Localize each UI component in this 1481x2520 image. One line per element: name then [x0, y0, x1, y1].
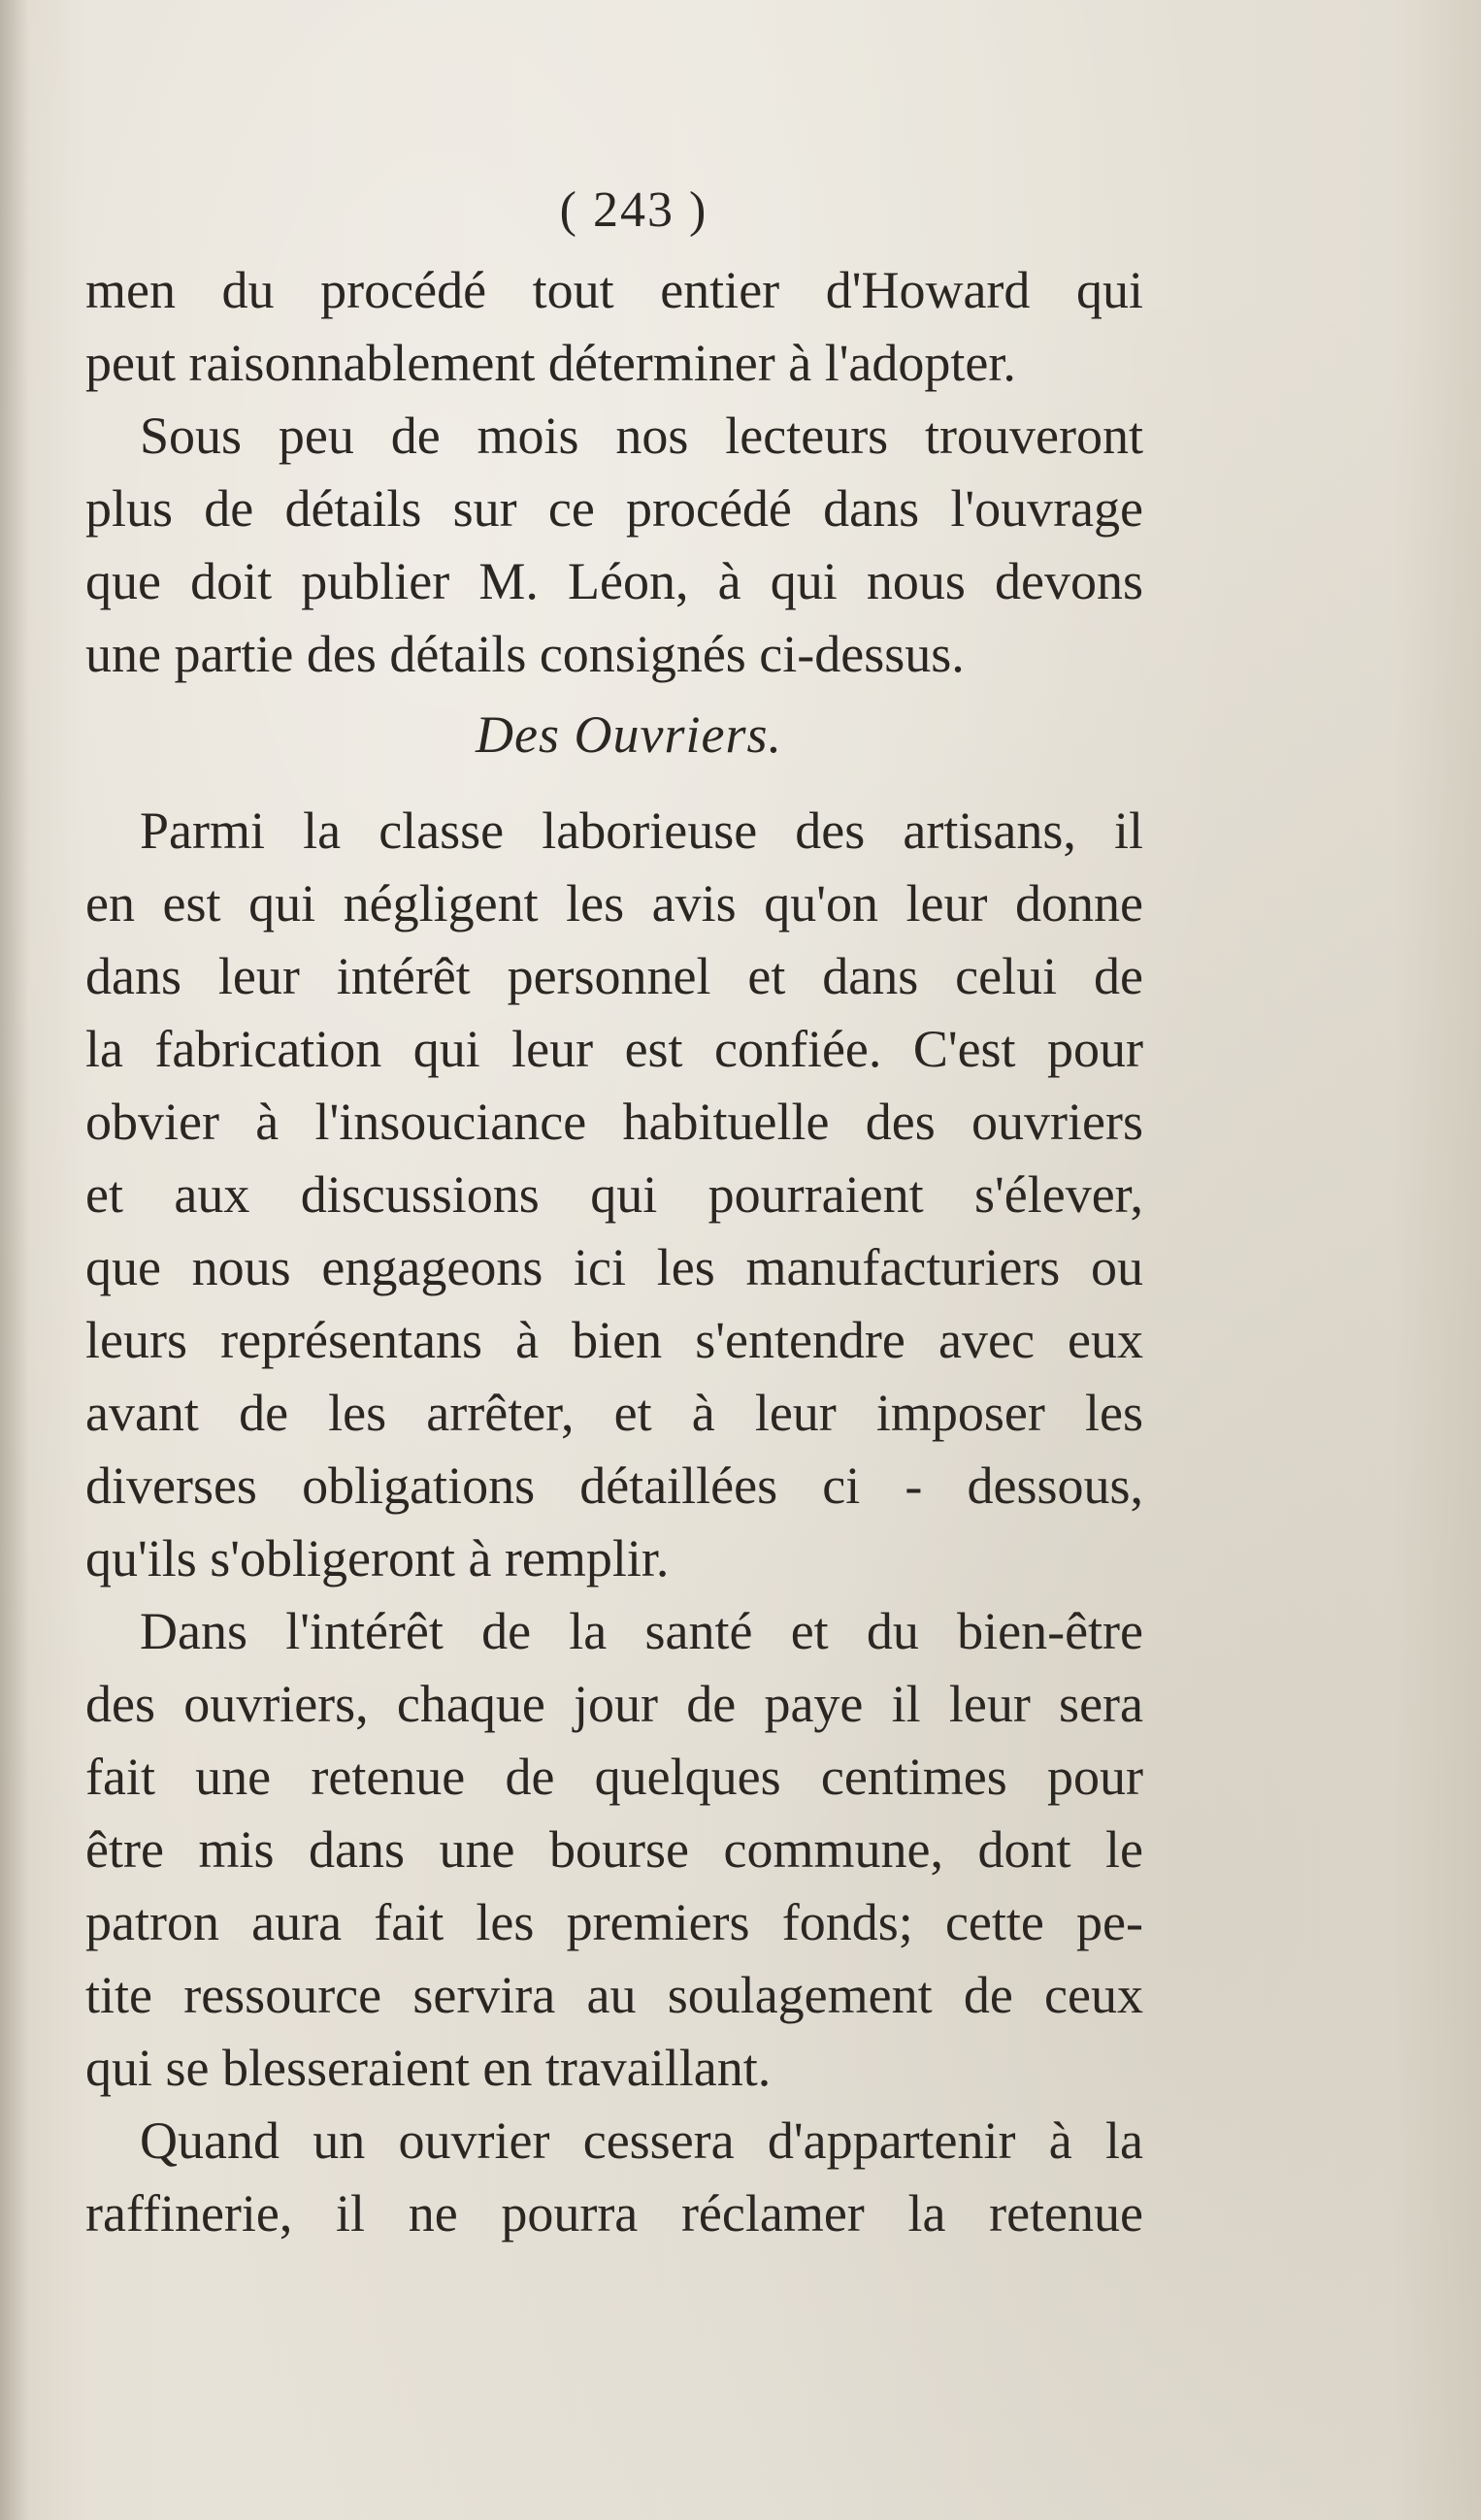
- text-line: une partie des détails consignés ci-dessus.: [85, 625, 965, 683]
- text-line: raffinerie, il ne pourra réclamer la retenue: [85, 2184, 1143, 2242]
- text-line: fait une retenue de quelques centimes pour: [85, 1748, 1143, 1806]
- text-line: être mis dans une bourse commune, dont le: [85, 1820, 1143, 1879]
- text-line: en est qui négligent les avis qu'on leur donne: [85, 874, 1143, 933]
- text-line: des ouvriers, chaque jour de paye il leur sera: [85, 1675, 1143, 1733]
- text-line: men du procédé tout entier d'Howard qui: [85, 261, 1143, 319]
- text-line: et aux discussions qui pourraient s'élever,: [85, 1165, 1143, 1224]
- text-line: peut raisonnablement déterminer à l'adopter.: [85, 334, 1016, 392]
- paragraph: [85, 2105, 1143, 2250]
- text-line: Parmi la classe laborieuse des artisans, il: [140, 802, 1143, 860]
- text-line: plus de détails sur ce procédé dans l'ouvrage: [85, 479, 1143, 538]
- text-line: que nous engageons ici les manufacturiers ou: [85, 1238, 1143, 1296]
- text-line: leurs représentans à bien s'entendre avec eux: [85, 1311, 1143, 1369]
- page-number: ( 243 ): [559, 182, 708, 238]
- paragraph: [85, 254, 1143, 400]
- paragraph: [85, 1595, 1143, 2105]
- paragraph: [85, 400, 1143, 691]
- text-line: tite ressource servira au soulagement de ceux: [85, 1966, 1143, 2024]
- text-line: patron aura fait les premiers fonds; cette pe-: [85, 1893, 1143, 1951]
- text-line: diverses obligations détaillées ci - dessous,: [85, 1456, 1143, 1515]
- text-line: Quand un ouvrier cessera d'appartenir à la: [140, 2111, 1143, 2170]
- text-line: la fabrication qui leur est confiée. C'est pour: [85, 1020, 1143, 1078]
- text-line: obvier à l'insouciance habituelle des ouvriers: [85, 1093, 1143, 1151]
- text-line: que doit publier M. Léon, à qui nous devons: [85, 552, 1143, 610]
- text-line: dans leur intérêt personnel et dans celui de: [85, 947, 1143, 1005]
- text-line: Sous peu de mois nos lecteurs trouveront: [140, 407, 1143, 465]
- paragraph: [85, 795, 1143, 1595]
- text-line: qui se blesseraient en travaillant.: [85, 2039, 772, 2097]
- text-line: qu'ils s'obligeront à remplir.: [85, 1529, 670, 1587]
- text-line: avant de les arrêter, et à leur imposer les: [85, 1384, 1143, 1442]
- section-heading: Des Ouvriers.: [476, 705, 782, 764]
- text-line: Dans l'intérêt de la santé et du bien-être: [140, 1602, 1143, 1660]
- page-text: [85, 167, 1143, 2250]
